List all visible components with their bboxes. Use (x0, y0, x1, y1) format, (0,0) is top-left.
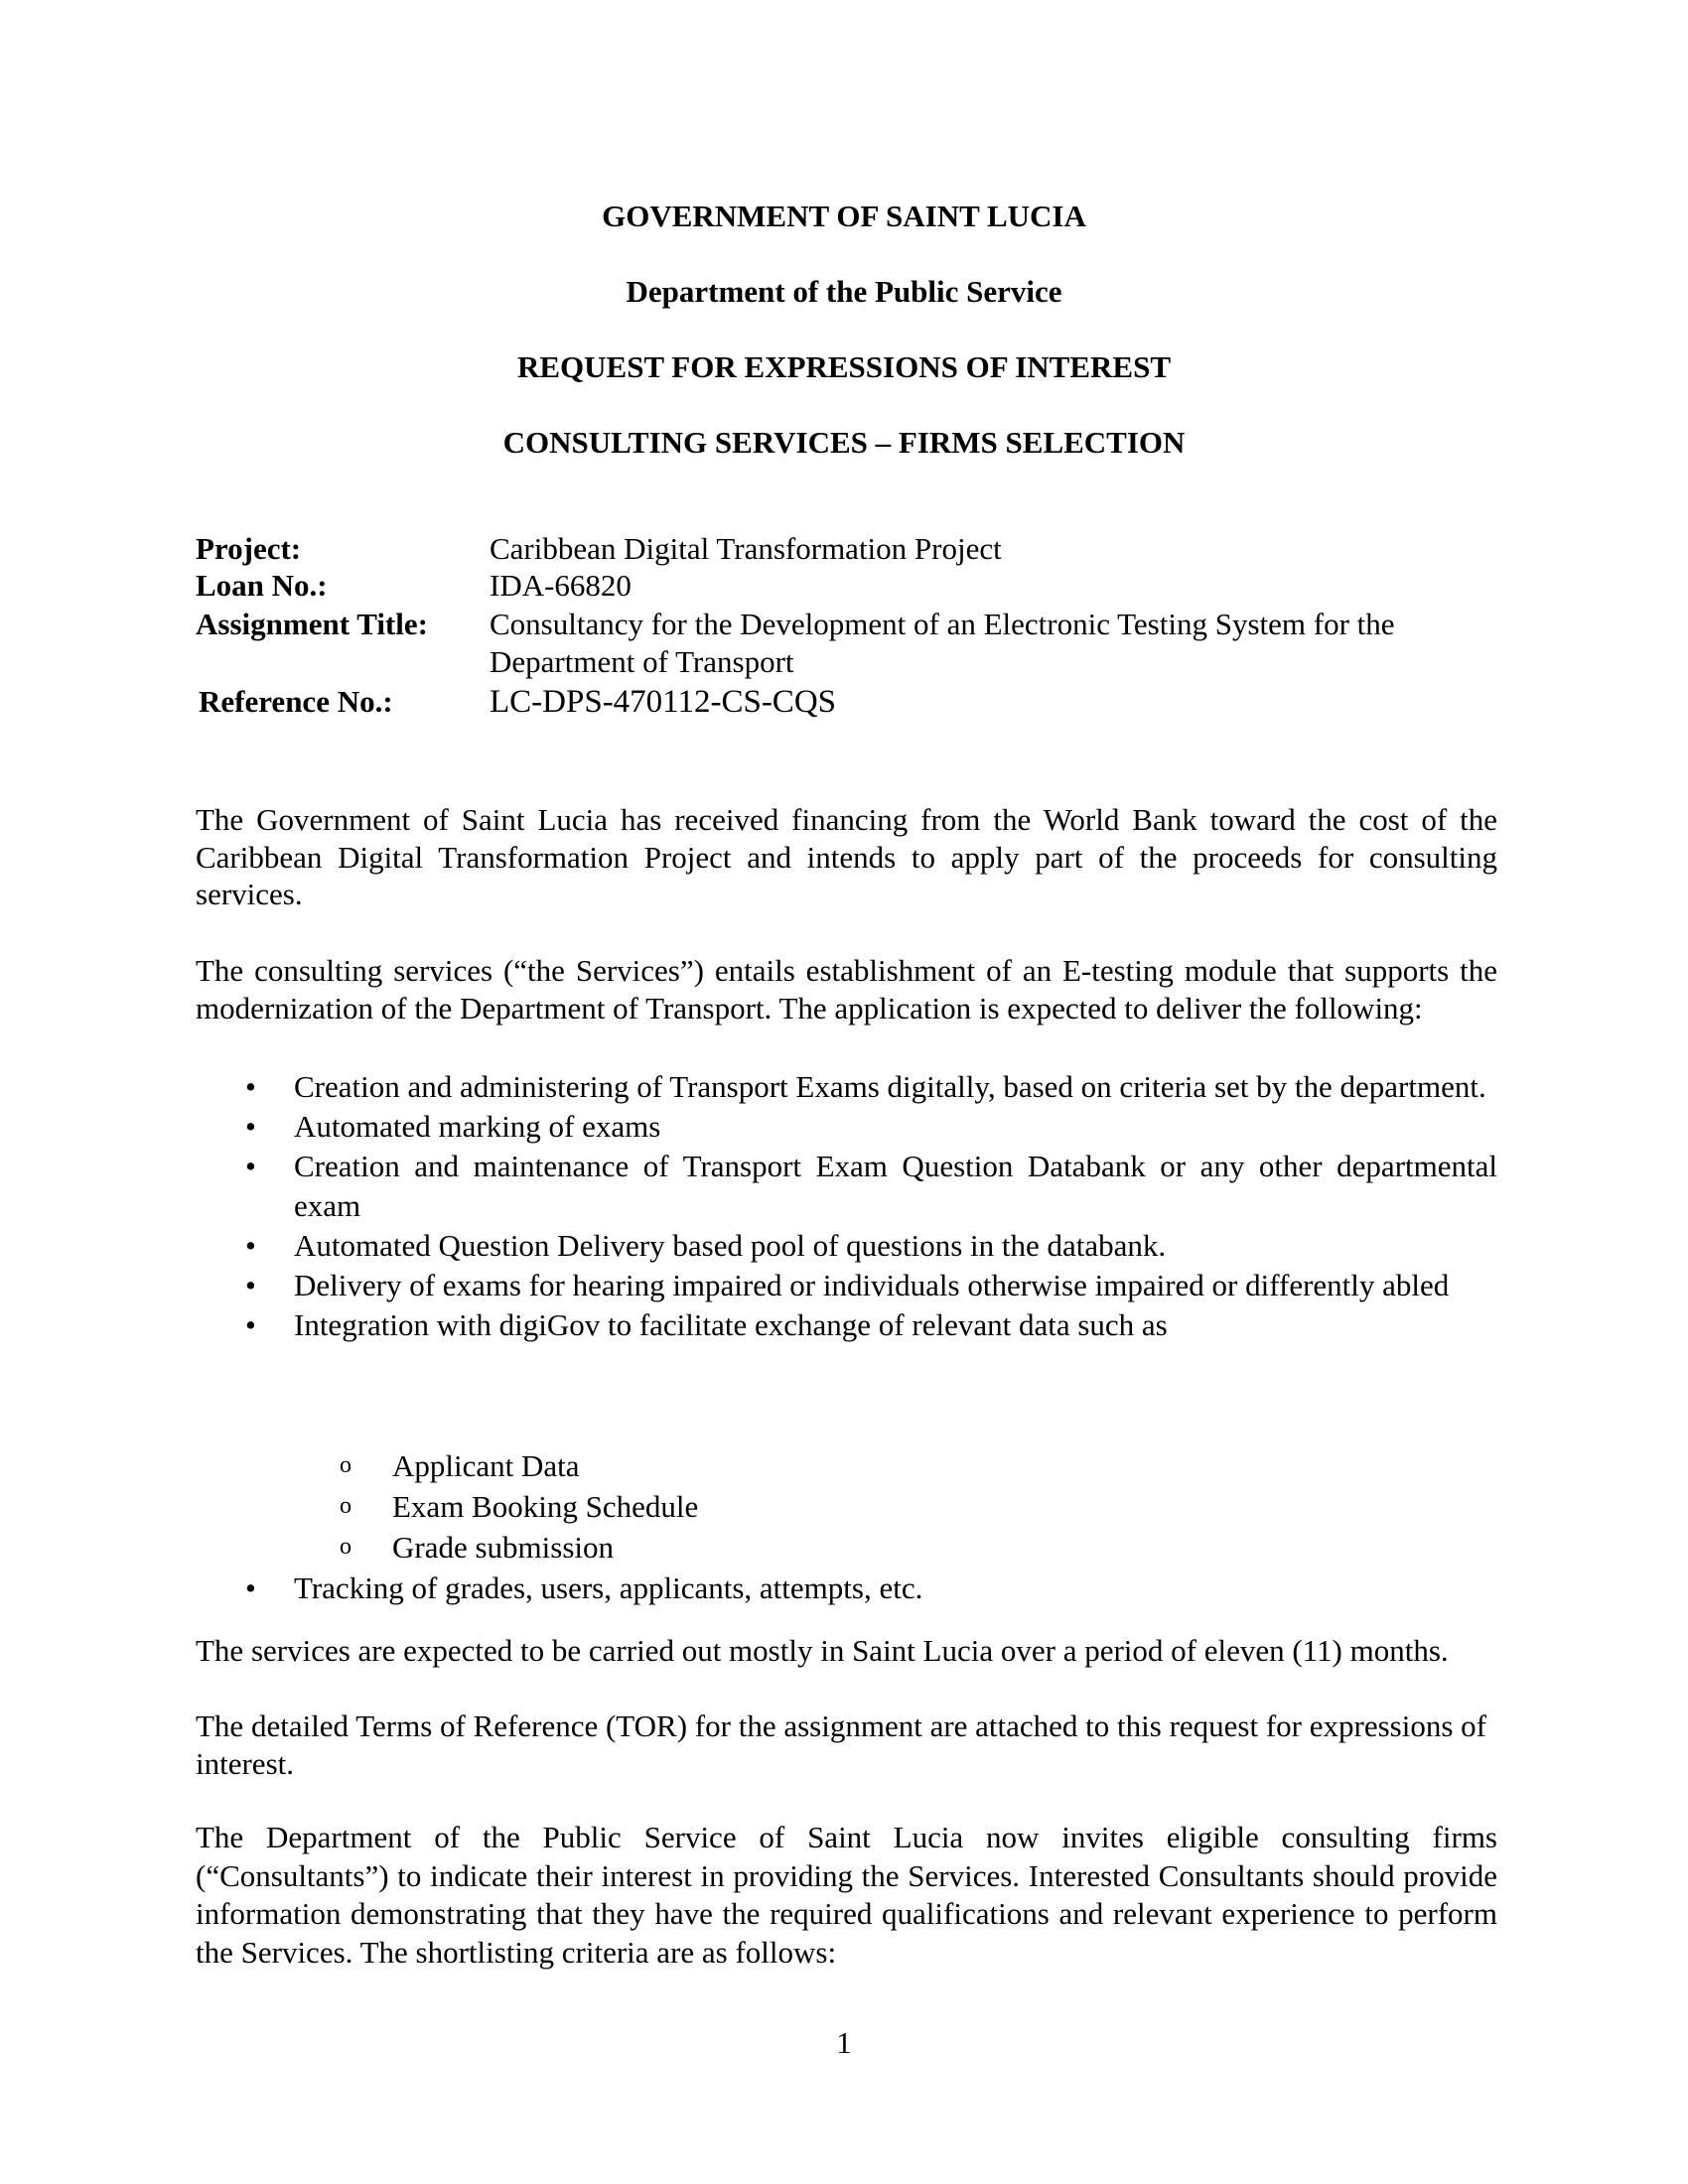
invitation-paragraph: The Department of the Public Service of Saint Lucia now invites eligible consulting firms (“Consultants”) to indicate their interest in providing the Services. Interested Consultants should provide information demonstrating that they have the required qualifications and relevant experience to perform the Services. The shortlisting criteria are as follows: (196, 1820, 1497, 1970)
sub-bullet-icon: o (340, 1493, 352, 1519)
tor-paragraph: The detailed Terms of Reference (TOR) for the assignment are attached to this request for expressions of interest. (196, 1708, 1486, 1781)
sub-list-item: o Exam Booking Schedule (196, 1486, 1497, 1527)
financing-paragraph: The Government of Saint Lucia has received financing from the World Bank toward the cost of the Caribbean Digital Transformation Project and intends to apply part of the proceeds for consulting services. (196, 802, 1497, 911)
sub-list-item: o Applicant Data (196, 1445, 1497, 1486)
project-value: Caribbean Digital Transformation Project (490, 531, 1002, 566)
services-paragraph: The consulting services (“the Services”) entails establishment of an E-testing module that supports the modernization of the Department of Transport. The application is expected to deliver the following: (196, 953, 1497, 1025)
bullet-icon: • (245, 1109, 256, 1144)
project-label: Project: (196, 531, 302, 566)
rfeoi-heading: REQUEST FOR EXPRESSIONS OF INTEREST (516, 349, 1172, 384)
bullet-icon: • (245, 1570, 256, 1605)
list-item: • Integration with digiGov to facilitate exchange of relevant data such as (196, 1305, 1497, 1345)
sub-bullet-icon: o (340, 1534, 352, 1560)
bullet-icon: • (245, 1069, 256, 1104)
list-item: • Automated marking of exams (196, 1107, 1497, 1147)
page-number: 1 (836, 2025, 852, 2060)
list-item: • Automated Question Delivery based pool of questions in the databank. (196, 1226, 1497, 1266)
duration-paragraph: The services are expected to be carried out mostly in Saint Lucia over a period of eleven (11) months. (196, 1633, 1449, 1668)
bullet-icon: • (245, 1307, 256, 1342)
assignment-value: Consultancy for the Development of an Electronic Testing System for the Department of Transport (490, 607, 1395, 679)
government-heading: GOVERNMENT OF SAINT LUCIA (602, 199, 1086, 233)
list-item: • Tracking of grades, users, applicants, attempts, etc. (196, 1569, 1497, 1608)
list-item: • Creation and administering of Transport Exams digitally, based on criteria set by the department. (196, 1067, 1497, 1107)
bullet-icon: • (245, 1268, 256, 1302)
loan-value: IDA-66820 (490, 568, 632, 603)
deliverables-list-continued (196, 1569, 1497, 1608)
assignment-label: Assignment Title: (196, 607, 428, 641)
bullet-icon: • (245, 1228, 256, 1263)
department-heading: Department of the Public Service (626, 274, 1062, 309)
bullet-icon: • (245, 1149, 256, 1183)
deliverables-list (196, 1067, 1497, 1345)
sub-list-item: o Grade submission (196, 1527, 1497, 1568)
loan-label: Loan No.: (196, 568, 328, 603)
list-item: • Creation and maintenance of Transport Exam Question Databank or any other departmental exam (245, 1149, 1497, 1223)
list-item: • Delivery of exams for hearing impaired or individuals otherwise impaired or differently abled (196, 1266, 1497, 1305)
reference-value: LC-DPS-470112-CS-CQS (490, 684, 836, 720)
sub-bullet-icon: o (340, 1452, 352, 1478)
data-exchange-sublist (196, 1445, 1497, 1568)
reference-label: Reference No.: (199, 684, 393, 719)
selection-heading: CONSULTING SERVICES – FIRMS SELECTION (502, 425, 1186, 460)
